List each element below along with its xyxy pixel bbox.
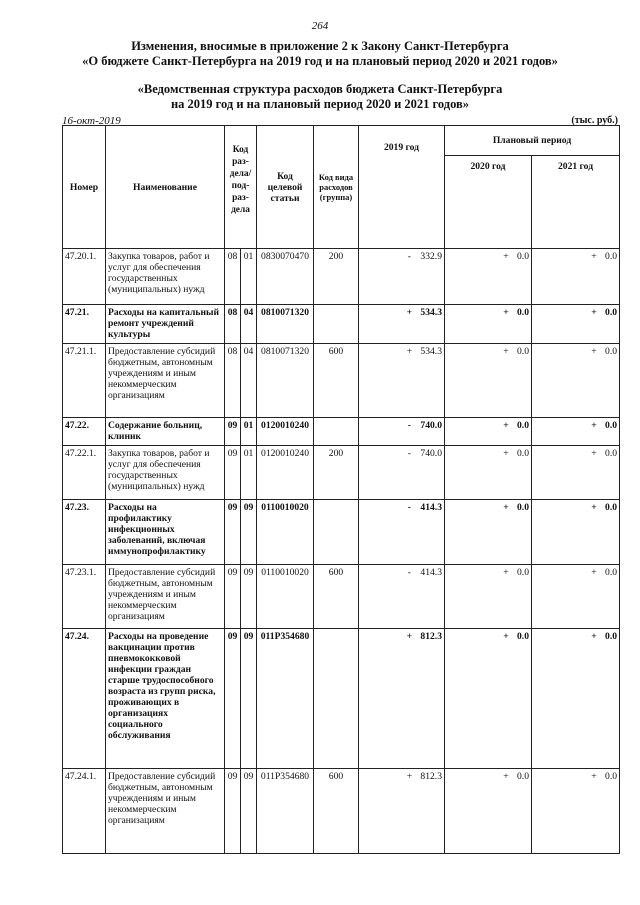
sign: + [503, 346, 509, 357]
sign: + [406, 346, 413, 357]
amount-2020 [445, 629, 532, 769]
subsection-code: 09 [241, 769, 257, 854]
amount-2019 [359, 565, 445, 629]
sign: + [406, 307, 413, 318]
amount-2020 [445, 249, 532, 305]
document-title [40, 39, 600, 69]
header-planned: Плановый период [445, 126, 620, 156]
amount-2020 [445, 565, 532, 629]
row-name: Предоставление субсидий бюджетным, автономным учреждениям и иным некоммерческим организациям [106, 565, 225, 629]
sign: - [407, 567, 411, 578]
subsection-code: 04 [241, 305, 257, 344]
row-number: 47.21. [63, 305, 106, 344]
sign: + [503, 771, 509, 782]
amount: 0.0 [517, 567, 529, 578]
sign: + [591, 771, 597, 782]
amount-2021 [532, 344, 620, 418]
sign: + [591, 251, 597, 262]
amount-2021 [532, 418, 620, 446]
sign: + [591, 631, 597, 642]
amount: 0.0 [605, 251, 618, 262]
row-number: 47.24. [63, 629, 106, 769]
target-code: 011P354680 [257, 629, 314, 769]
amount-2020 [445, 446, 532, 500]
row-name: Содержание больниц, клиник [106, 418, 225, 446]
amount: 534.3 [420, 346, 442, 357]
amount-2021 [532, 629, 620, 769]
amount-2019 [359, 769, 445, 854]
row-number: 47.23. [63, 500, 106, 565]
amount-2020 [445, 418, 532, 446]
page-number: 264 [311, 20, 329, 32]
target-code: 011P354680 [257, 769, 314, 854]
amount-2019 [359, 344, 445, 418]
amount-2019 [359, 446, 445, 500]
row-name: Предоставление субсидий бюджетным, автономным учреждениям и иным некоммерческим организациям [106, 769, 225, 854]
sign: + [503, 251, 509, 262]
sign: + [406, 771, 413, 782]
sign: + [503, 448, 509, 459]
section-code: 09 [225, 446, 241, 500]
sign: + [591, 502, 597, 513]
section-code: 08 [225, 249, 241, 305]
amount: 332.9 [420, 251, 442, 262]
subsection-code: 01 [241, 249, 257, 305]
title-line-2: «О бюджете Санкт-Петербурга на 2019 год и на плановый период 2020 и 2021 годов» [82, 54, 558, 68]
row-number: 47.24.1. [63, 769, 106, 854]
target-code: 0110010020 [257, 565, 314, 629]
sign: + [503, 307, 509, 318]
amount: 0.0 [605, 346, 618, 357]
document-subtitle [60, 82, 580, 112]
row-number: 47.20.1. [63, 249, 106, 305]
row-number: 47.22.1. [63, 446, 106, 500]
sign: - [407, 448, 411, 459]
header-target: Код целевой статьи [257, 126, 314, 249]
amount-2019 [359, 249, 445, 305]
amount: 812.3 [420, 631, 442, 642]
table-row [63, 446, 620, 500]
amount: 0.0 [605, 448, 618, 459]
section-code: 09 [225, 629, 241, 769]
row-name: Предоставление субсидий бюджетным, автономным учреждениям и иным некоммерческим организациям [106, 344, 225, 418]
sign: + [503, 631, 509, 642]
amount-2020 [445, 769, 532, 854]
section-code: 09 [225, 565, 241, 629]
subsection-code: 09 [241, 565, 257, 629]
amount-2019 [359, 629, 445, 769]
amount: 0.0 [605, 307, 618, 318]
header-number: Номер [63, 126, 106, 249]
exp-type-code [314, 418, 359, 446]
row-number: 47.23.1. [63, 565, 106, 629]
amount: 0.0 [517, 251, 529, 262]
amount-2020 [445, 305, 532, 344]
table-row [63, 500, 620, 565]
amount-2021 [532, 446, 620, 500]
amount-2021 [532, 769, 620, 854]
amount: 0.0 [517, 420, 529, 431]
row-number: 47.21.1. [63, 344, 106, 418]
amount-2020 [445, 500, 532, 565]
amount: 740.0 [420, 420, 442, 431]
subsection-code: 01 [241, 418, 257, 446]
section-code: 09 [225, 769, 241, 854]
amount: 0.0 [605, 420, 618, 431]
header-section: Код раз- дела/ под- раз- дела [225, 126, 257, 249]
amount: 812.3 [420, 771, 442, 782]
exp-type-code: 200 [314, 446, 359, 500]
amount: 414.3 [420, 502, 442, 513]
amount-2021 [532, 249, 620, 305]
sign: + [591, 567, 597, 578]
title-line-1: Изменения, вносимые в приложение 2 к Закону Санкт-Петербурга [131, 39, 509, 53]
sign: + [591, 307, 597, 318]
amount: 0.0 [605, 631, 618, 642]
budget-table [62, 125, 620, 854]
subsection-code: 09 [241, 629, 257, 769]
section-code: 08 [225, 344, 241, 418]
exp-type-code: 600 [314, 344, 359, 418]
exp-type-code [314, 305, 359, 344]
currency-unit: (тыс. руб.) [571, 115, 618, 126]
amount: 740.0 [420, 448, 442, 459]
sign: - [407, 502, 411, 513]
subtitle-line-2: на 2019 год и на плановый период 2020 и 2021 годов» [170, 97, 470, 111]
amount: 534.3 [420, 307, 442, 318]
target-code: 0120010240 [257, 418, 314, 446]
exp-type-code: 600 [314, 565, 359, 629]
document-date: 16-окт-2019 [62, 115, 121, 127]
amount: 0.0 [517, 502, 529, 513]
amount: 0.0 [605, 502, 618, 513]
target-code: 0110010020 [257, 500, 314, 565]
exp-type-code [314, 629, 359, 769]
row-name: Закупка товаров, работ и услуг для обеспечения государственных (муниципальных) нужд [106, 249, 225, 305]
amount: 0.0 [517, 631, 529, 642]
subsection-code: 09 [241, 500, 257, 565]
amount: 414.3 [420, 567, 442, 578]
amount: 0.0 [517, 771, 529, 782]
header-2021: 2021 год [532, 156, 620, 249]
target-code: 0810071320 [257, 305, 314, 344]
header-2020: 2020 год [445, 156, 532, 249]
sign: + [406, 631, 413, 642]
subtitle-line-1: «Ведомственная структура расходов бюджета Санкт-Петербурга [137, 82, 503, 96]
amount-2019 [359, 418, 445, 446]
section-code: 09 [225, 500, 241, 565]
row-name: Расходы на профилактику инфекционных заболеваний, включая иммунопрофилактику [106, 500, 225, 565]
subsection-code: 01 [241, 446, 257, 500]
section-code: 09 [225, 418, 241, 446]
sign: + [591, 346, 597, 357]
exp-type-code [314, 500, 359, 565]
amount-2020 [445, 344, 532, 418]
exp-type-code: 600 [314, 769, 359, 854]
amount-2019 [359, 500, 445, 565]
target-code: 0830070470 [257, 249, 314, 305]
row-name: Расходы на проведение вакцинации против пневмококковой инфекции граждан старше трудоспособного возраста из групп риска, проживающих в организациях социального обслуживания [106, 629, 225, 769]
row-number: 47.22. [63, 418, 106, 446]
amount: 0.0 [517, 307, 529, 318]
table-row [63, 249, 620, 305]
table-row [63, 418, 620, 446]
sign: + [503, 420, 509, 431]
table-row [63, 305, 620, 344]
header-exp-type: Код вида расходов (группа) [314, 126, 359, 249]
amount-2021 [532, 500, 620, 565]
sign: + [591, 420, 597, 431]
amount: 0.0 [605, 771, 618, 782]
sign: + [591, 448, 597, 459]
amount-2021 [532, 565, 620, 629]
table-row [63, 344, 620, 418]
table-row [63, 565, 620, 629]
amount-2019 [359, 305, 445, 344]
header-2019: 2019 год [359, 126, 445, 249]
table-row [63, 629, 620, 769]
amount-2021 [532, 305, 620, 344]
sign: - [407, 420, 411, 431]
table-row [63, 769, 620, 854]
amount: 0.0 [605, 567, 618, 578]
sign: - [407, 251, 411, 262]
row-name: Расходы на капитальный ремонт учреждений культуры [106, 305, 225, 344]
amount: 0.0 [517, 448, 529, 459]
header-name: Наименование [106, 126, 225, 249]
sign: + [503, 502, 509, 513]
exp-type-code: 200 [314, 249, 359, 305]
sign: + [503, 567, 509, 578]
target-code: 0120010240 [257, 446, 314, 500]
subsection-code: 04 [241, 344, 257, 418]
row-name: Закупка товаров, работ и услуг для обеспечения государственных (муниципальных) нужд [106, 446, 225, 500]
section-code: 08 [225, 305, 241, 344]
amount: 0.0 [517, 346, 529, 357]
target-code: 0810071320 [257, 344, 314, 418]
